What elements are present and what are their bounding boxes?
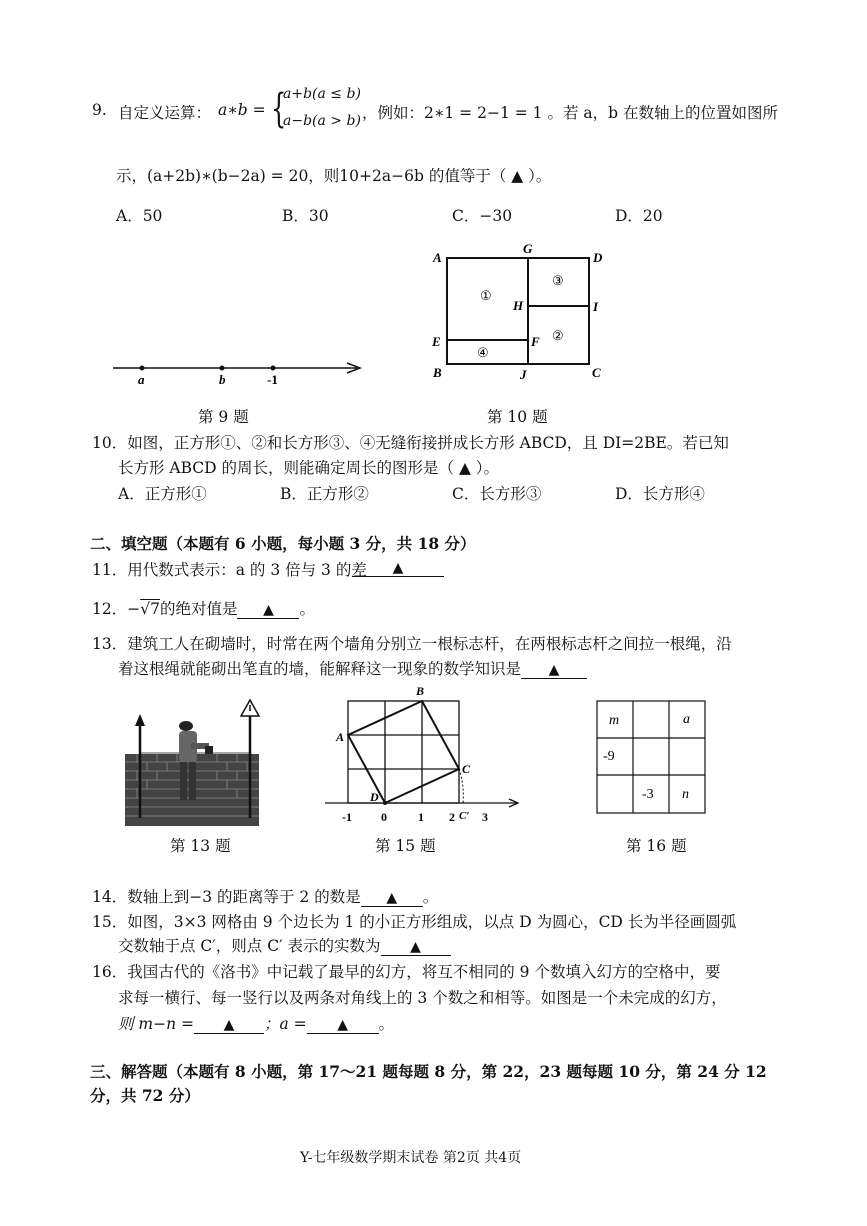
section3-line1: 三、解答题（本题有 8 小题，第 17～21 题每题 8 分，第 22，23 题每题 10 分，第 24 分 12 — [90, 1062, 767, 1081]
page-footer: Y-七年级数学期末试卷 第2页 共4页 — [300, 1150, 522, 1166]
svg-text:3: 3 — [482, 810, 488, 824]
svg-text:2: 2 — [449, 810, 455, 824]
q16-line1: 16．我国古代的《洛书》中记载了最早的幻方，将互不相同的 9 个数填入幻方的空格中，要 — [92, 963, 721, 981]
q9-figure-caption: 第 9 题 — [198, 408, 249, 426]
q16-figure-caption: 第 16 题 — [626, 837, 687, 855]
q12-line: 12．−√7的绝对值是 ▲ 。 — [92, 600, 315, 618]
svg-text:A: A — [336, 730, 345, 744]
q9-case1: a+b(a ≤ b) — [283, 86, 361, 102]
q15-line2: 交数轴于点 C′，则点 C′ 表示的实数为 ▲ — [118, 934, 451, 956]
q9-option-b: B．30 — [282, 207, 329, 225]
q9-option-c: C．−30 — [452, 207, 513, 225]
q11-blank: ▲ — [352, 558, 444, 577]
q14-line: 14．数轴上到−3 的距离等于 2 的数是 ▲ 。 — [92, 888, 439, 906]
q15-figure-caption: 第 15 题 — [375, 837, 436, 855]
section3-line2: 分，共 72 分） — [90, 1086, 200, 1105]
q9-prefix: 自定义运算： — [118, 104, 212, 122]
svg-text:④: ④ — [477, 345, 489, 360]
q10-figure-caption: 第 10 题 — [487, 408, 548, 426]
svg-text:F: F — [531, 334, 540, 349]
q13-line1: 13．建筑工人在砌墙时，时常在两个墙角分别立一根标志杆，在两根标志杆之间拉一根绳，沿 — [92, 635, 732, 653]
numberline-label-minus1: -1 — [267, 372, 278, 387]
q9-brace: { — [271, 86, 287, 132]
q16-line2: 求每一横行、每一竖行以及两条对角线上的 3 个数之和相等。如图是一个未完成的幻方， — [118, 989, 727, 1007]
q16-figure — [595, 697, 710, 815]
q9-example: ，例如：2∗1 = 2−1 = 1 。若 a，b 在数轴上的位置如图所 — [362, 104, 778, 122]
q9-formula-lhs: a∗b = — [218, 101, 266, 119]
svg-text:③: ③ — [552, 273, 564, 288]
svg-text:E: E — [432, 334, 441, 349]
svg-text:②: ② — [552, 328, 564, 343]
numberline-label-b: b — [219, 372, 226, 387]
q9-option-a: A．50 — [116, 207, 163, 225]
q16-line3: 则 m−n = ▲ ；a = ▲ 。 — [118, 1015, 395, 1033]
q10-option-d: D．长方形④ — [615, 485, 705, 503]
svg-text:B: B — [416, 684, 425, 698]
svg-text:A: A — [433, 250, 442, 265]
svg-text:0: 0 — [381, 810, 387, 824]
q13-figure-caption: 第 13 题 — [170, 837, 231, 855]
svg-text:D: D — [370, 790, 379, 804]
magic-cell-a: a — [683, 712, 690, 727]
section2-title: 二、填空题（本题有 6 小题，每小题 3 分，共 18 分） — [90, 534, 476, 553]
svg-text:I: I — [593, 299, 599, 314]
svg-text:1: 1 — [418, 810, 424, 824]
svg-text:C′: C′ — [459, 810, 470, 822]
svg-text:C: C — [592, 365, 601, 380]
q9-option-d: D．20 — [615, 207, 663, 225]
svg-text:C: C — [462, 762, 471, 776]
q9-numberline-figure — [105, 350, 375, 395]
svg-text:G: G — [523, 241, 533, 256]
q10-option-c: C．长方形③ — [452, 485, 542, 503]
q9-number: 9. — [92, 101, 107, 119]
svg-text:-1: -1 — [342, 810, 352, 824]
q10-line1: 10．如图，正方形①、②和长方形③、④无缝衔接拼成长方形 ABCD，且 DI=2BE。若已知 — [92, 434, 729, 452]
q9-line2: 示，(a+2b)∗(b−2a) = 20，则10+2a−6b 的值等于（ ▲ ）。 — [116, 167, 552, 185]
q15-figure — [320, 683, 525, 828]
q9-case2: a−b(a > b) — [283, 113, 361, 129]
magic-cell-minus3: -3 — [642, 787, 654, 802]
q10-option-a: A．正方形① — [118, 485, 207, 503]
svg-text:J: J — [520, 367, 527, 382]
q10-figure — [425, 240, 615, 385]
q13-figure — [125, 696, 275, 828]
magic-cell-n: n — [682, 787, 689, 802]
magic-cell-minus9: -9 — [603, 749, 615, 764]
svg-text:D: D — [593, 250, 603, 265]
q13-line2: 着这根绳就能砌出笔直的墙，能解释这一现象的数学知识是 ▲ — [118, 657, 587, 679]
q10-line2: 长方形 ABCD 的周长，则能确定周长的图形是（ ▲ ）。 — [118, 459, 500, 477]
magic-cell-m: m — [609, 713, 620, 728]
q10-option-b: B．正方形② — [280, 485, 369, 503]
svg-text:①: ① — [480, 288, 492, 303]
numberline-label-a: a — [138, 372, 145, 387]
q11-text: 11．用代数式表示：a 的 3 倍与 3 的差 — [92, 561, 367, 579]
q15-line1: 15．如图，3×3 网格由 9 个边长为 1 的小正方形组成，以点 D 为圆心，CD 长为半径画圆弧 — [92, 913, 737, 931]
svg-text:B: B — [433, 365, 442, 380]
svg-text:H: H — [513, 298, 524, 313]
